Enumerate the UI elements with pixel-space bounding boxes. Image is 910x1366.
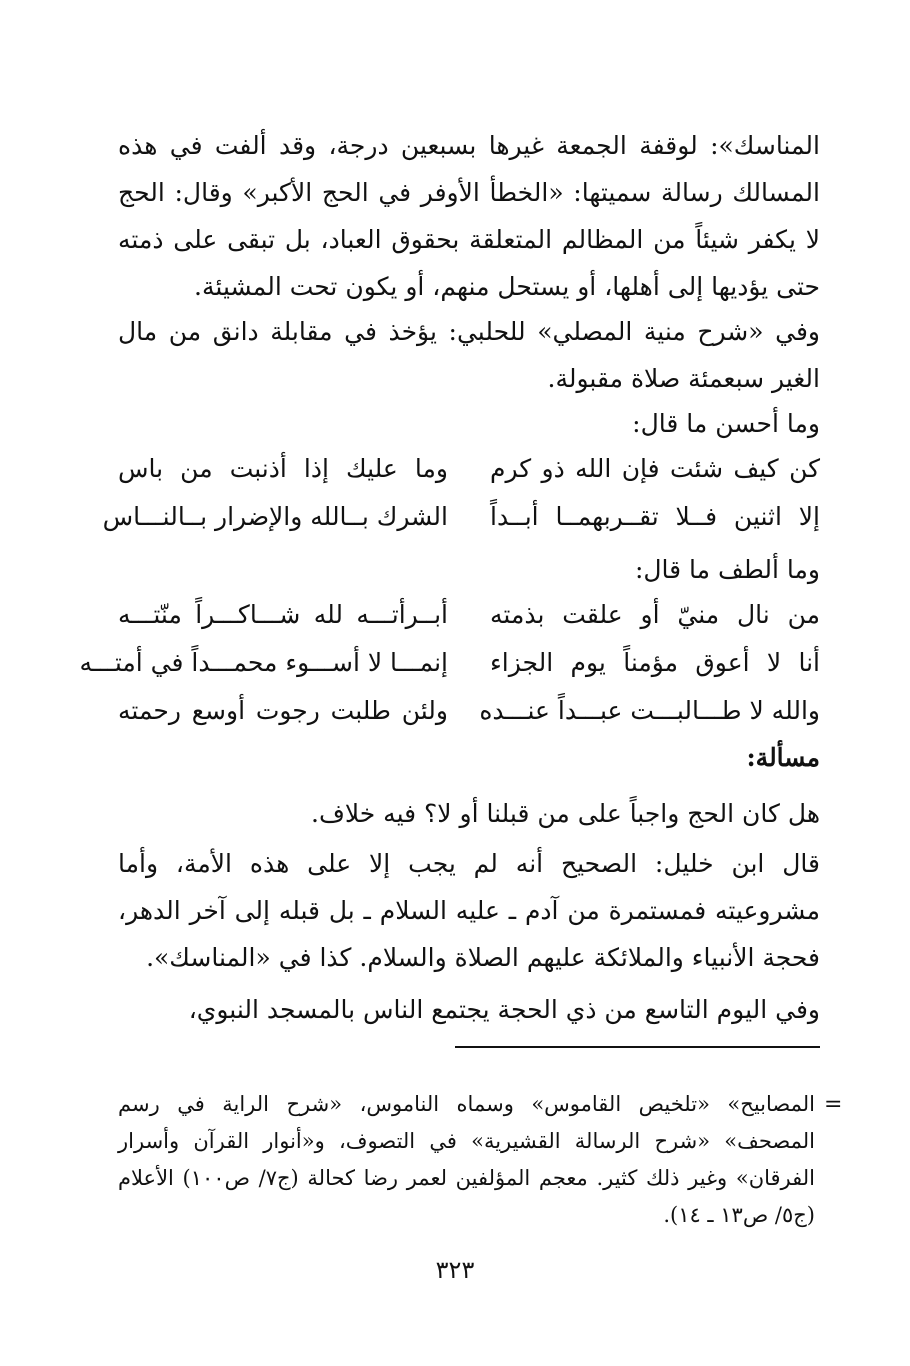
paragraph-6: قال ابن خليل: الصحيح أنه لم يجب إلا على هذه الأمة، وأما مشروعيته فمستمرة من آدم ـ عليه السلام ـ بل قبله إلى آخر الدهر، فحجة الأنبياء والملائكة عليهم الصلاة والسلام. كذا في «المناسك». (118, 849, 820, 972)
paragraph-7: وفي اليوم التاسع من ذي الحجة يجتمع الناس بالمسجد النبوي، (188, 995, 820, 1024)
paragraph-5: هل كان الحج واجباً على من قبلنا أو لا؟ فيه خلاف. (311, 799, 820, 828)
verse-first-hemistich: من نال منيّ أو علقت بذمته (490, 600, 820, 629)
footnote-text: المصابيح» «تلخيص القاموس» وسماه الناموس، «شرح الراية في رسم المصحف» «شرح الرسالة القشيرية» في التصوف، و«أنوار القرآن وأسرار الفرقان» وغير ذلك كثير. معجم المؤلفين لعمر رضا كحالة (ج٧/ ص١٠٠) الأعلام (ج٥/ ص١٣ ـ ١٤). (118, 1092, 816, 1227)
verse-second-hemistich: وما عليك إذا أذنبت من باس (118, 454, 448, 483)
verse-first-hemistich: والله لا طـــالبـــت عبـــداً عنـــده (479, 696, 820, 725)
footnote-separator (455, 1046, 820, 1048)
poem-1-verse-2 (102, 494, 820, 540)
poem-2-verse-1 (118, 592, 820, 638)
poem-1-verse-1 (118, 446, 820, 492)
poem-2-verse-2 (79, 640, 820, 686)
paragraph-1: المناسك»: لوقفة الجمعة غيرها بسبعين درجة، وقد ألفت في هذه المسالك رسالة سميتها: «الخطأ الأوفر في الحج الأكبر» وقال: الحج لا يكفر شيئاً من المظالم المتعلقة بحقوق العباد، بل تبقى على ذمته حتى يؤديها إلى أهلها، أو يستحل منهم، أو يكون تحت المشيئة. (118, 131, 820, 301)
paragraph-2: وفي «شرح منية المصلي» للحلبي: يؤخذ في مقابلة دانق من مال الغير سبعمئة صلاة مقبولة. (118, 317, 820, 393)
verse-first-hemistich: كن كيف شئت فإن الله ذو كرم (490, 454, 820, 483)
page-number: ٣٢٣ (435, 1256, 475, 1284)
verse-second-hemistich: أبــرأتـــه لله شـــاكـــراً منّتـــه (118, 600, 448, 629)
verse-first-hemistich: أنا لا أعوق مؤمناً يوم الجزاء (490, 648, 820, 677)
verse-second-hemistich: الشرك بــالله والإضرار بــالنـــاس (102, 502, 448, 531)
footnote-continuation-marker: = (824, 1092, 843, 1117)
section-heading: مسألة: (746, 743, 820, 772)
verse-second-hemistich: إنمـــا لا أســـوء محمـــداً في أمتـــه (79, 648, 448, 677)
verse-second-hemistich: ولئن طلبت رجوت أوسع رحمته (118, 696, 448, 725)
paragraph-3: وما أحسن ما قال: (632, 409, 820, 438)
poem-2-verse-3 (118, 688, 820, 734)
verse-first-hemistich: إلا اثنين فــلا تقــربهمــا أبــداً (490, 502, 820, 531)
paragraph-4: وما ألطف ما قال: (634, 555, 820, 584)
